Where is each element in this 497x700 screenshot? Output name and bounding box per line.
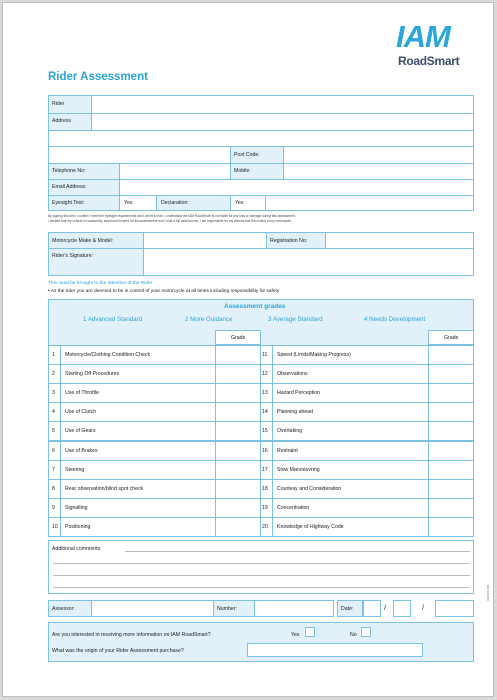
- criteria-number: 17: [262, 466, 268, 473]
- criteria-grade-field[interactable]: [215, 517, 261, 537]
- grade-3: 3 Average Standard: [268, 316, 323, 323]
- criteria-grade-field[interactable]: [428, 460, 474, 480]
- criteria-number: 19: [262, 504, 268, 511]
- eyesight-yes-label: Yes: [124, 200, 133, 206]
- rider-label: Rider: [52, 101, 65, 107]
- criteria-label: Courtesy and Consideration: [277, 485, 342, 492]
- criteria-grade-field[interactable]: [215, 345, 261, 365]
- grade-1: 1 Advanced Standard: [83, 316, 143, 323]
- criteria-label: Signalling: [65, 504, 88, 511]
- date-day-field[interactable]: [363, 600, 381, 617]
- criteria-number: 8: [52, 485, 55, 492]
- declaration-yes-label: Yes: [235, 200, 244, 206]
- comments-line-3[interactable]: [53, 575, 470, 576]
- comments-line-1[interactable]: [125, 551, 470, 552]
- make-model-label: Motorcycle Make & Model:: [52, 238, 114, 244]
- interest-no-checkbox[interactable]: [361, 627, 371, 637]
- eyesight-label: Eyesight Test:: [52, 200, 85, 206]
- telephone-label: Telephone No:: [52, 168, 86, 174]
- address-field-3[interactable]: [48, 146, 231, 164]
- grade-header-left-label: Grade: [231, 335, 246, 341]
- criteria-number: 11: [262, 352, 268, 358]
- mobile-label: Mobile:: [234, 168, 251, 174]
- criteria-label: Use of Clutch: [65, 409, 97, 416]
- interest-question: Are you interested in receiving more information on IAM RoadSmart?: [52, 632, 211, 638]
- attention-note: This must be brought to the attention of the Rider: [48, 281, 153, 286]
- criteria-number: 14: [262, 409, 268, 416]
- criteria-label: Concentration: [277, 504, 310, 511]
- make-model-field[interactable]: [143, 232, 267, 249]
- criteria-label: Rear observation/blind spot check: [65, 485, 144, 492]
- email-label: Email Address:: [52, 184, 87, 190]
- criteria-grade-field[interactable]: [215, 460, 261, 480]
- fine-print-line-1: By signing this form I confirm I meet the eyesight requirements and I am fit to ride. I understand the IAM RoadSmart is not liable for any loss or damage during this assessment.: [48, 214, 296, 218]
- criteria-grade-field[interactable]: [428, 402, 474, 422]
- criteria-grade-field[interactable]: [428, 383, 474, 403]
- assessment-form-page: [2, 2, 494, 697]
- criteria-label: Planning ahead: [277, 409, 314, 416]
- grade-header-right-label: Grade: [444, 335, 459, 341]
- comments-line-4[interactable]: [53, 587, 470, 588]
- criteria-grade-field[interactable]: [428, 517, 474, 537]
- rider-field[interactable]: [91, 95, 474, 114]
- criteria-number: 15: [262, 428, 268, 435]
- date-year-field[interactable]: [435, 600, 474, 617]
- criteria-number: 1: [52, 352, 55, 358]
- address-field-2[interactable]: [48, 130, 474, 147]
- iam-roadsmart-logo: [396, 21, 474, 71]
- postcode-field[interactable]: [283, 146, 474, 164]
- criteria-number: 4: [52, 409, 55, 416]
- criteria-grade-field[interactable]: [215, 364, 261, 384]
- criteria-label: Restraint: [277, 447, 298, 454]
- criteria-number: 10: [52, 523, 58, 530]
- criteria-grade-field[interactable]: [428, 441, 474, 461]
- date-slash-2: /: [422, 605, 424, 612]
- control-note: • As the rider you are deemed to be in control of your motorcycle at all times including responsibility for safety: [48, 289, 280, 294]
- mobile-field[interactable]: [283, 163, 474, 180]
- origin-field[interactable]: [247, 643, 423, 657]
- logo-iam-text: IAM: [396, 19, 450, 54]
- registration-label: Registration No:: [270, 238, 308, 244]
- assessor-label: Assessor:: [52, 606, 75, 612]
- signature-field[interactable]: [143, 248, 474, 276]
- origin-question: What was the origin of your Rider Assessment purchase?: [52, 648, 184, 654]
- date-month-field[interactable]: [393, 600, 411, 617]
- criteria-label: Positioning: [65, 523, 91, 530]
- criteria-label: Observations: [277, 371, 308, 378]
- criteria-grade-field[interactable]: [215, 441, 261, 461]
- criteria-label: Use of Brakes: [65, 447, 98, 454]
- email-field[interactable]: [119, 179, 474, 196]
- grade-2: 2 More Guidance: [185, 316, 233, 323]
- criteria-number: 20: [262, 523, 268, 530]
- number-label: Number:: [217, 606, 237, 612]
- criteria-grade-field[interactable]: [215, 498, 261, 518]
- address-field-1[interactable]: [91, 113, 474, 131]
- criteria-grade-field[interactable]: [428, 479, 474, 499]
- address-label: Address: [52, 118, 72, 124]
- criteria-number: 16: [262, 447, 268, 454]
- fine-print-line-2: I declare that my vehicle is roadworthy, taxed and insured for this assessment and I hold a full valid licence. I am responsible for my actions and the control of my motorcycle.: [48, 219, 292, 223]
- criteria-number: 9: [52, 504, 55, 511]
- postcode-label: Post Code:: [234, 152, 260, 158]
- criteria-grade-field[interactable]: [215, 479, 261, 499]
- criteria-label: Steering: [65, 466, 85, 473]
- grade-4: 4 Needs Development: [364, 316, 426, 323]
- criteria-label: Motorcycle/Clothing Condition Check: [65, 352, 151, 358]
- date-slash-1: /: [384, 605, 386, 612]
- criteria-label: Use of Throttle: [65, 390, 99, 397]
- criteria-number: 6: [52, 447, 55, 454]
- date-label: Date:: [341, 606, 354, 612]
- criteria-grade-field[interactable]: [428, 421, 474, 441]
- declaration-label: Declaration:: [161, 200, 189, 206]
- registration-field[interactable]: [325, 232, 474, 249]
- interest-yes-label: Yes: [291, 632, 300, 638]
- criteria-grade-field[interactable]: [428, 345, 474, 365]
- criteria-grade-field[interactable]: [215, 421, 261, 441]
- grades-title: Assessment grades: [224, 303, 286, 310]
- telephone-field[interactable]: [119, 163, 231, 180]
- criteria-label: Slow Manoeuvring: [277, 466, 320, 473]
- comments-label: Additional comments:: [52, 546, 102, 552]
- assessor-field[interactable]: [91, 600, 214, 617]
- criteria-number: 13: [262, 390, 268, 397]
- signature-label: Rider's Signature:: [52, 253, 94, 259]
- criteria-number: 2: [52, 371, 55, 378]
- comments-section: [48, 540, 474, 594]
- criteria-number: 7: [52, 466, 55, 473]
- interest-yes-checkbox[interactable]: [305, 627, 315, 637]
- logo-roadsmart-text: RoadSmart: [398, 54, 460, 68]
- criteria-number: 18: [262, 485, 268, 492]
- criteria-number: 5: [52, 428, 55, 435]
- criteria-grade-field[interactable]: [215, 383, 261, 403]
- criteria-number: 12: [262, 371, 268, 378]
- interest-no-label: No: [350, 632, 357, 638]
- criteria-label: Starting Off Procedures: [65, 371, 120, 378]
- criteria-label: Hazard Perception: [277, 390, 320, 397]
- criteria-number: 3: [52, 390, 55, 397]
- number-field[interactable]: [254, 600, 334, 617]
- side-form-code: IAM RS 004: [486, 584, 490, 601]
- comments-line-2[interactable]: [53, 563, 470, 564]
- criteria-label: Overtaking: [277, 428, 303, 435]
- criteria-grade-field[interactable]: [215, 402, 261, 422]
- criteria-grade-field[interactable]: [428, 498, 474, 518]
- criteria-grade-field[interactable]: [428, 364, 474, 384]
- criteria-label: Use of Gears: [65, 428, 96, 435]
- criteria-label: Knowledge of Highway Code: [277, 523, 344, 530]
- criteria-label: Speed (Limits/Making Progress): [277, 352, 351, 358]
- page-title: Rider Assessment: [48, 71, 148, 83]
